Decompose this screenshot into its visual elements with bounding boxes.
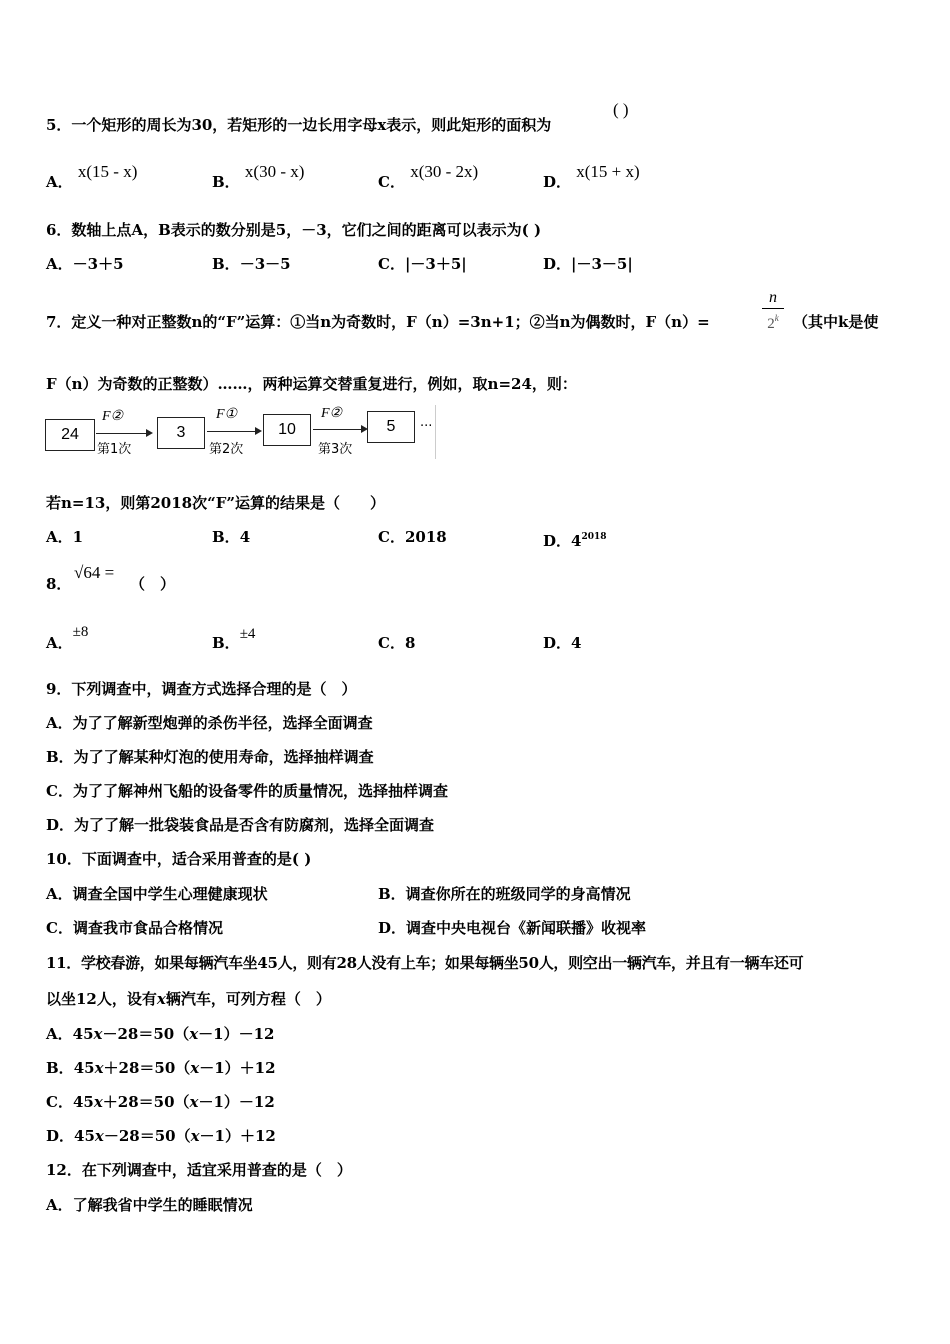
q11-option-a-var2: x	[189, 1025, 199, 1043]
q7-option-b-label: B．	[212, 528, 240, 546]
q11-option-b-label: B．	[46, 1059, 74, 1077]
flow-arrow-1	[96, 433, 148, 434]
q8-option-a-text: ±8	[72, 624, 89, 640]
q5-option-c-label: C．	[378, 173, 405, 191]
q7-question: 若n=13，则第2018次“F”运算的结果是（ ）	[46, 494, 386, 512]
q11-option-c-coef: 45	[72, 1093, 94, 1111]
q11-option-d-label: D．	[46, 1127, 75, 1145]
q6-option-c-text: |－3＋5|	[404, 255, 467, 273]
q11-option-a-label: A．	[46, 1025, 73, 1043]
flow-box-4: 5	[367, 411, 415, 443]
q7-option-c	[378, 527, 447, 547]
q10-option-b: B．调查你所在的班级同学的身高情况	[378, 885, 631, 903]
q5-option-b-expr: x(30 - x)	[244, 162, 305, 181]
q5-option-b	[212, 162, 305, 192]
q11-option-b-var2: x	[190, 1059, 200, 1077]
q11-option-b-var1: x	[94, 1059, 104, 1077]
q7-option-c-label: C．	[378, 528, 405, 546]
q8-option-d	[543, 633, 581, 653]
q8-option-a	[46, 624, 89, 654]
flow-border	[435, 405, 436, 459]
q11-stem-b	[46, 989, 331, 1009]
q10-stem: 10．下面调查中，适合采用普查的是( )	[46, 850, 312, 868]
q11-option-a-coef: 45	[72, 1025, 94, 1043]
q6-option-c	[378, 254, 467, 274]
q5-option-d-label: D．	[543, 173, 572, 191]
q6-option-d	[543, 254, 633, 274]
flow-box-3: 10	[263, 414, 311, 446]
q5-stem-text: 5．一个矩形的周长为30，若矩形的一边长用字母x表示，则此矩形的面积为	[46, 116, 552, 134]
flow-step-2: 第2次	[209, 442, 244, 457]
flow-step-1: 第1次	[97, 442, 132, 457]
flow-arrow-1-head	[146, 429, 153, 437]
q11-stem-a: 11．学校春游，如果每辆汽车坐45人，则有28人没有上车；如果每辆坐50人，则空出一辆汽车，并且有一辆车还可	[46, 954, 804, 972]
flow-box-2: 3	[157, 417, 205, 449]
q11-option-c-end: －1）－12	[198, 1093, 275, 1111]
q11-option-b-end: －1）＋12	[199, 1059, 276, 1077]
flow-op-2: F①	[216, 407, 238, 422]
q11-option-d-var2: x	[190, 1127, 200, 1145]
q6-option-b	[212, 254, 291, 274]
q12-option-a: A．了解我省中学生的睡眠情况	[46, 1196, 253, 1214]
q11-option-d-end: －1）＋12	[199, 1127, 276, 1145]
q11-stem-b-part2: 辆汽车，可列方程（ ）	[165, 990, 331, 1008]
q7-fraction	[762, 290, 784, 333]
q11-option-b-mid: ＋28＝50（	[103, 1059, 191, 1077]
q11-option-d-coef: 45	[74, 1127, 95, 1145]
q5-option-a-label: A．	[46, 173, 73, 191]
q7-option-a-text: 1	[72, 528, 84, 546]
q7-option-a	[46, 527, 83, 547]
q10-option-a: A．调查全国中学生心理健康现状	[46, 885, 268, 903]
q11-option-d	[46, 1126, 276, 1146]
q9-option-b: B．为了了解某种灯泡的使用寿命，选择抽样调查	[46, 748, 374, 766]
q7-option-b-text: 4	[239, 528, 251, 546]
q8-option-c	[378, 633, 415, 653]
q5-stem	[46, 115, 551, 135]
q7-option-c-text: 2018	[404, 528, 447, 546]
q7-option-d-sup: 2018	[581, 532, 607, 542]
q7-stem-a: 7．定义一种对正整数n的“F”运算：①当n为奇数时，F（n）=3n+1；②当n为偶数时，F（n）=	[46, 313, 710, 331]
q8-option-b-label: B．	[212, 634, 240, 652]
flow-arrow-3	[313, 429, 363, 430]
q5-option-b-label: B．	[212, 173, 240, 191]
q8-option-c-label: C．	[378, 634, 405, 652]
flow-ellipsis: ···	[420, 419, 433, 434]
q11-option-a-mid: －28＝50（	[102, 1025, 190, 1043]
q6-option-b-label: B．	[212, 255, 240, 273]
q11-option-c-label: C．	[46, 1093, 73, 1111]
q8-option-b-text: ±4	[239, 626, 256, 642]
q11-option-c-var1: x	[93, 1093, 103, 1111]
q7-fraction-base: 2	[767, 316, 775, 332]
q6-option-d-text: |－3－5|	[571, 255, 633, 273]
q7-fraction-exponent: k	[774, 313, 779, 323]
q8-option-a-label: A．	[46, 634, 73, 652]
q11-option-c-var2: x	[189, 1093, 199, 1111]
q8-paren: （ ）	[130, 575, 176, 593]
q9-option-a: A．为了了解新型炮弹的杀伤半径，选择全面调查	[46, 714, 373, 732]
q11-stem-b-part1: 以坐12人，设有	[46, 990, 157, 1008]
q11-option-b	[46, 1058, 276, 1078]
q8-expr: √64 =	[74, 563, 115, 582]
q11-option-a-end: －1）－12	[198, 1025, 275, 1043]
q6-option-a	[46, 254, 124, 274]
q7-flow-diagram	[44, 405, 436, 459]
q8-option-d-text: 4	[571, 634, 582, 652]
q11-option-d-mid: －28＝50（	[103, 1127, 191, 1145]
flow-arrow-2	[207, 431, 257, 432]
q11-option-c-mid: ＋28＝50（	[102, 1093, 190, 1111]
q7-option-d-text: 4	[571, 532, 582, 550]
q5-option-a-expr: x(15 - x)	[77, 162, 138, 181]
q10-option-c: C．调查我市食品合格情况	[46, 919, 223, 937]
flow-arrow-2-head	[255, 427, 262, 435]
q11-option-a-var1: x	[93, 1025, 103, 1043]
q7-option-a-label: A．	[46, 528, 73, 546]
q5-option-c	[378, 162, 479, 192]
flow-op-3: F②	[321, 406, 343, 421]
q6-option-a-label: A．	[46, 255, 73, 273]
q11-option-d-var1: x	[94, 1127, 104, 1145]
q7-fraction-denominator	[762, 308, 784, 333]
q7-stem-c: F（n）为奇数的正整数）……，两种运算交替重复进行，例如，取n=24，则：	[46, 375, 577, 393]
q9-option-c: C．为了了解神州飞船的设备零件的质量情况，选择抽样调查	[46, 782, 448, 800]
q7-option-b	[212, 527, 250, 547]
q11-option-a	[46, 1024, 274, 1044]
q11-variable: x	[156, 990, 166, 1008]
q8-option-b	[212, 626, 256, 654]
q5-option-d	[543, 162, 640, 192]
q5-option-c-expr: x(30 - 2x)	[410, 162, 479, 181]
q7-option-d-label: D．	[543, 532, 572, 550]
q12-stem: 12．在下列调查中，适宜采用普查的是（ ）	[46, 1161, 352, 1179]
q9-stem: 9．下列调查中，调查方式选择合理的是（ ）	[46, 680, 357, 698]
q8-option-c-text: 8	[404, 634, 416, 652]
q6-option-a-text: －3＋5	[72, 255, 124, 273]
q6-option-c-label: C．	[378, 255, 405, 273]
q9-option-d: D．为了了解一批袋装食品是否含有防腐剂，选择全面调查	[46, 816, 435, 834]
q6-stem: 6．数轴上点A，B表示的数分别是5，－3，它们之间的距离可以表示为( )	[46, 221, 542, 239]
q11-option-c	[46, 1092, 275, 1112]
q7-fraction-numerator: n	[769, 289, 777, 306]
q11-option-b-coef: 45	[73, 1059, 95, 1077]
q7-option-d	[543, 527, 607, 551]
q5-option-d-expr: x(15 + x)	[576, 162, 640, 181]
q6-option-d-label: D．	[543, 255, 572, 273]
q6-option-b-text: －3－5	[239, 255, 291, 273]
q8-option-d-label: D．	[543, 634, 572, 652]
q7-stem-b: （其中k是使	[793, 313, 879, 331]
flow-step-3: 第3次	[318, 442, 353, 457]
q10-option-d: D．调查中央电视台《新闻联播》收视率	[378, 919, 647, 937]
flow-op-1: F②	[102, 409, 124, 424]
q5-option-a	[46, 162, 138, 192]
q5-answer-paren: ( )	[613, 100, 629, 119]
q8-num: 8．	[46, 575, 72, 593]
flow-box-1: 24	[45, 419, 95, 451]
